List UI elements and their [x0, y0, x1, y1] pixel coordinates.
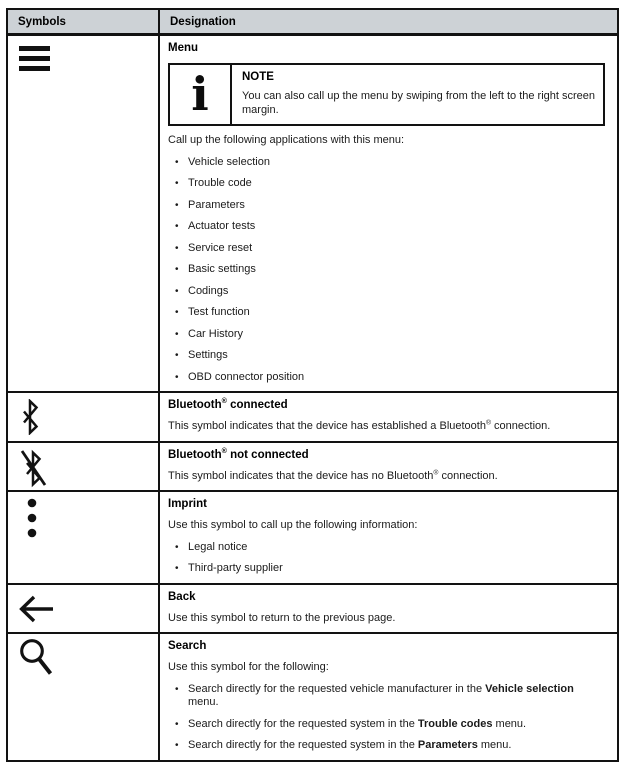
bullet-icon: • — [175, 264, 179, 275]
bullet-icon: • — [175, 371, 179, 383]
bluetooth-disconnected-icon — [17, 446, 49, 490]
search-intro-text: Use this symbol for the following: — [168, 661, 329, 673]
designation-cell-bluetooth-connected — [160, 393, 617, 443]
list-item — [168, 739, 607, 753]
list-item — [168, 263, 607, 277]
bullet-icon: • — [175, 328, 179, 340]
list-item — [168, 328, 607, 342]
bullet-icon: • — [175, 156, 179, 168]
row-title-bluetooth-connected: Bluetooth® connected — [168, 397, 288, 411]
list-item-text: Actuator tests — [188, 220, 256, 232]
row-title-imprint: Imprint — [168, 498, 207, 510]
bullet-icon: • — [175, 541, 179, 553]
bullet-icon: • — [175, 307, 179, 318]
hamburger-menu-icon — [19, 46, 50, 71]
menu-applications-list — [168, 156, 607, 385]
list-item-text: Service reset — [188, 241, 253, 254]
designation-cell-back — [160, 585, 617, 635]
designation-cell-menu — [160, 36, 617, 393]
list-item — [168, 349, 607, 363]
symbol-cell-bluetooth-not-connected — [8, 443, 160, 493]
note-body — [232, 65, 603, 124]
list-item-text: Basic settings — [188, 263, 256, 275]
bullet-icon: • — [175, 718, 179, 730]
note-text: You can also call up the menu by swiping from the left to the right screen margin. — [242, 90, 596, 116]
bullet-icon: • — [175, 740, 179, 751]
bluetooth-connected-text: This symbol indicates that the device has established a Bluetooth® connection. — [168, 419, 551, 432]
info-icon: i — [170, 65, 232, 124]
row-title-menu: Menu — [168, 42, 199, 54]
column-header-symbols: Symbols — [8, 10, 160, 36]
imprint-list — [168, 541, 607, 576]
kebab-menu-icon — [27, 498, 37, 542]
list-item — [168, 285, 607, 299]
search-icon — [19, 638, 53, 676]
list-item-text: Search directly for the requested vehicle manufacturer in the Vehicle selection menu. — [188, 682, 574, 708]
menu-intro-text: Call up the following applications with this menu: — [168, 134, 405, 146]
bullet-icon: • — [175, 221, 179, 232]
list-item — [168, 156, 607, 170]
list-item-text: Car History — [188, 327, 244, 340]
note-box — [168, 63, 605, 126]
symbol-cell-bluetooth-connected — [8, 393, 160, 443]
symbol-cell-search — [8, 634, 160, 760]
row-title-search: Search — [168, 640, 207, 652]
bluetooth-connected-icon — [21, 399, 39, 435]
bullet-icon: • — [175, 199, 179, 211]
list-item-text: Legal notice — [188, 540, 248, 553]
back-arrow-icon — [18, 594, 54, 624]
list-item — [168, 562, 607, 576]
bullet-icon: • — [175, 285, 179, 297]
list-item — [168, 177, 607, 191]
list-item — [168, 242, 607, 256]
search-list — [168, 683, 607, 753]
bullet-icon: • — [175, 350, 179, 361]
list-item-text: OBD connector position — [188, 370, 305, 383]
designation-cell-bluetooth-not-connected — [160, 443, 617, 493]
list-item-text: Test function — [188, 306, 250, 318]
symbols-designation-table — [6, 8, 619, 762]
list-item — [168, 306, 607, 320]
column-header-designation: Designation — [160, 10, 617, 36]
list-item-text: Trouble code — [188, 177, 252, 189]
symbol-cell-imprint — [8, 492, 160, 585]
symbol-cell-back — [8, 585, 160, 635]
list-item — [168, 199, 607, 213]
bluetooth-not-connected-text: This symbol indicates that the device has no Bluetooth® connection. — [168, 468, 498, 482]
bullet-icon: • — [175, 242, 179, 254]
list-item — [168, 541, 607, 555]
row-title-bluetooth-not-connected: Bluetooth® not connected — [168, 446, 309, 461]
bullet-icon: • — [175, 563, 179, 574]
list-item — [168, 220, 607, 234]
list-item-text: Vehicle selection — [188, 155, 270, 168]
list-item-text: Codings — [188, 284, 229, 297]
bullet-icon: • — [175, 683, 179, 695]
note-label: NOTE — [242, 71, 274, 83]
symbol-cell-menu — [8, 36, 160, 393]
back-text: Use this symbol to return to the previous page. — [168, 611, 396, 624]
list-item-text: Settings — [188, 349, 228, 361]
list-item-text: Parameters — [188, 198, 245, 211]
list-item — [168, 371, 607, 385]
designation-cell-imprint — [160, 492, 617, 585]
list-item-text: Search directly for the requested system in the Trouble codes menu. — [188, 717, 527, 730]
designation-cell-search — [160, 634, 617, 760]
imprint-intro-text: Use this symbol to call up the following information: — [168, 519, 418, 531]
row-title-back: Back — [168, 590, 196, 603]
list-item-text: Search directly for the requested system in the Parameters menu. — [188, 739, 512, 751]
list-item — [168, 683, 607, 710]
bullet-icon: • — [175, 178, 179, 189]
list-item-text: Third-party supplier — [188, 562, 283, 574]
list-item — [168, 718, 607, 732]
